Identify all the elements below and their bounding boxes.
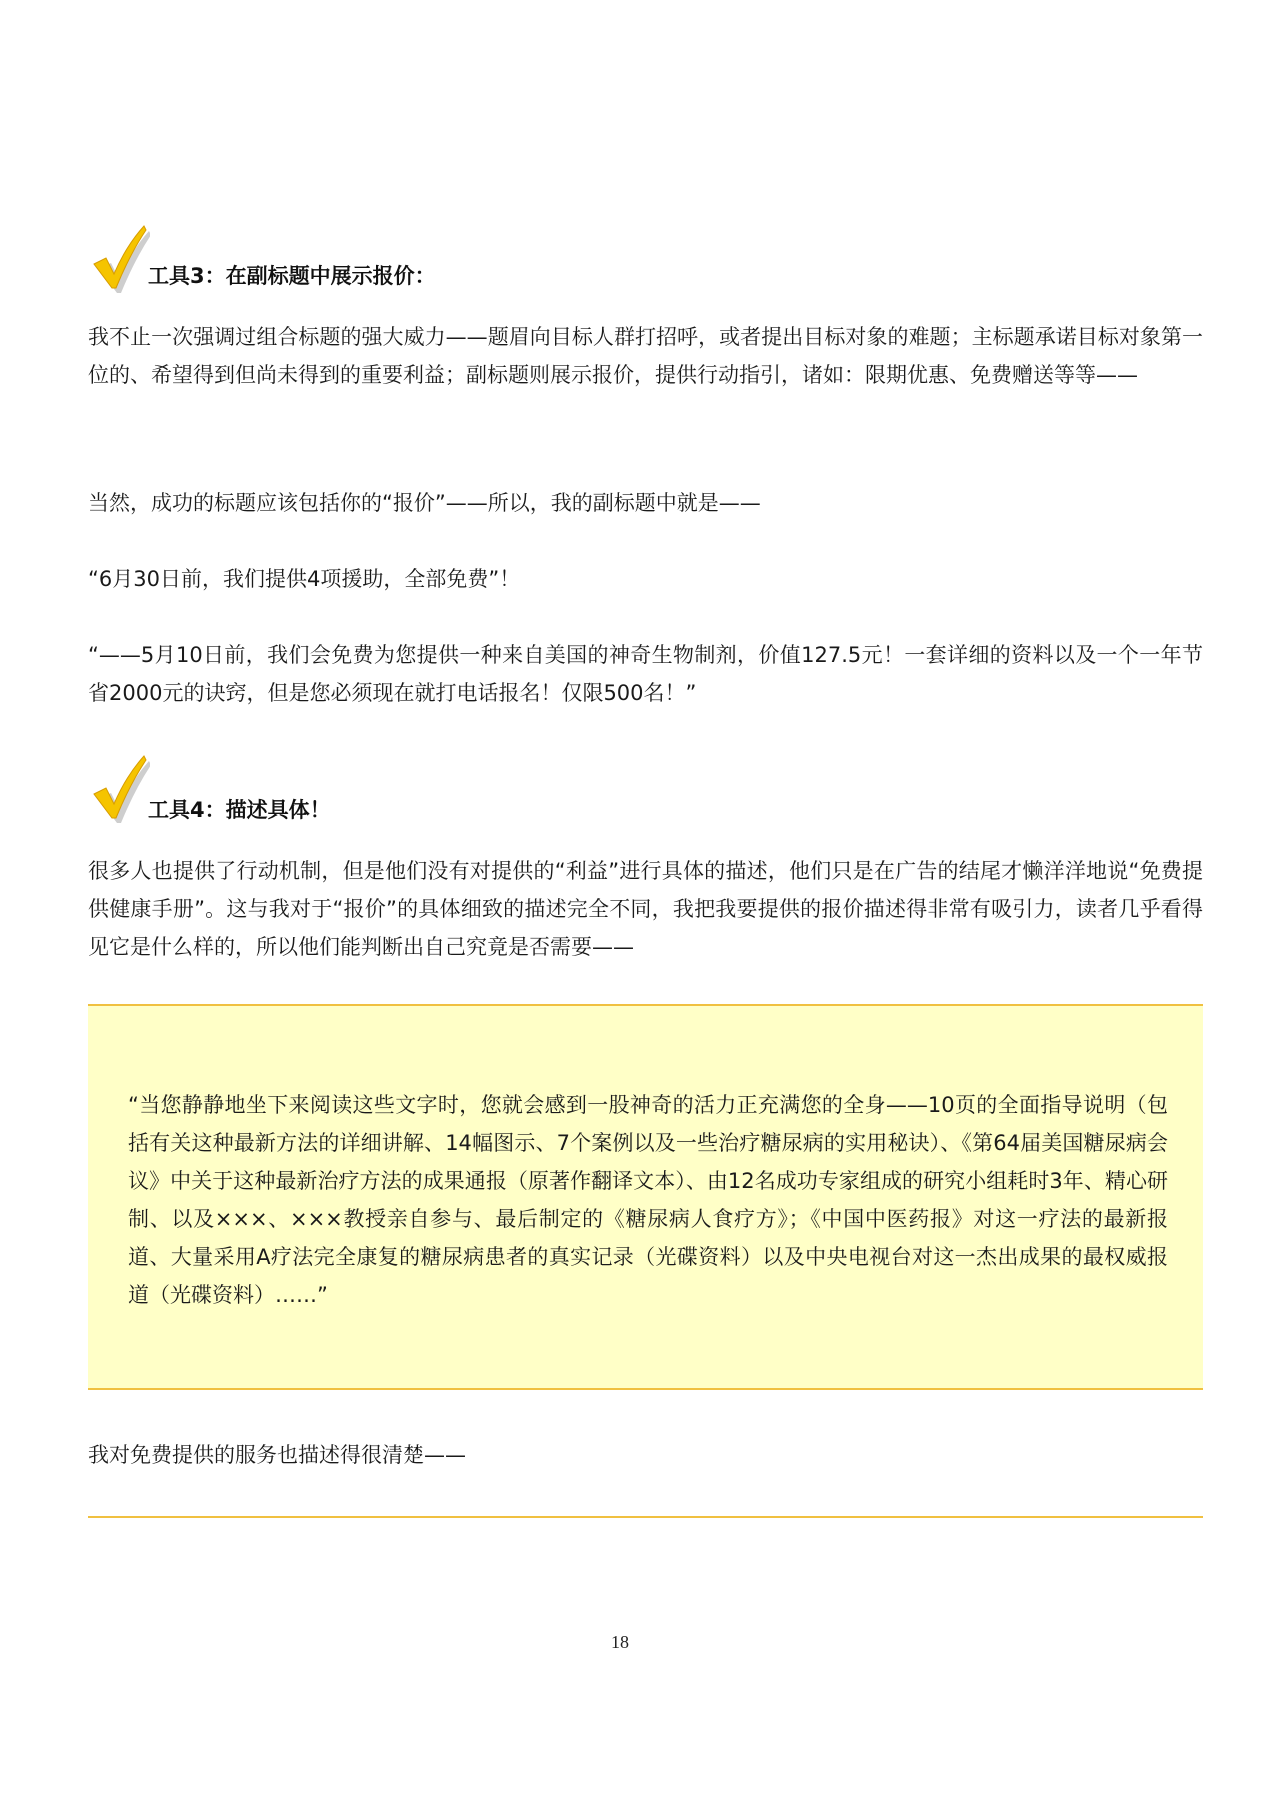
page-number: 18 xyxy=(611,1632,629,1652)
section-title: 工具4：描述具体！ xyxy=(148,798,331,822)
paragraph-4: “——5月10日前，我们会免费为您提供一种来自美国的神奇生物制剂，价值127.5元！一套详细的资料以及一个一年节省2000元的诀窍，但是您必须现在就打电话报名！仅限500名！” xyxy=(88,643,1203,705)
checkmark-icon xyxy=(88,222,150,294)
paragraph-1: 我不止一次强调过组合标题的强大威力——题眉向目标人群打招呼，或者提出目标对象的难题；主标题承诺目标对象第一位的、希望得到但尚未得到的重要利益；副标题则展示报价，提供行动指引，诸如：限期优惠、免费赠送等等—— xyxy=(88,325,1203,387)
section-heading-tool4 xyxy=(88,752,788,832)
checkmark-icon xyxy=(88,752,150,824)
paragraph-3: “6月30日前，我们提供4项援助，全部免费”！ xyxy=(88,567,521,591)
paragraph-5: 很多人也提供了行动机制，但是他们没有对提供的“利益”进行具体的描述，他们只是在广告的结尾才懒洋洋地说“免费提供健康手册”。这与我对于“报价”的具体细致的描述完全不同，我把我要提供的报价描述得非常有吸引力，读者几乎看得见它是什么样的，所以他们能判断出自己究竟是否需要—— xyxy=(88,859,1203,959)
quote-text: “当您静静地坐下来阅读这些文字时，您就会感到一股神奇的活力正充满您的全身——10页的全面指导说明（包括有关这种最新方法的详细讲解、14幅图示、7个案例以及一些治疗糖尿病的实用秘诀）、《第64届美国糖尿病会议》中关于这种最新治疗方法的成果通报（原著作翻译文本）、由12名成功专家组成的研究小组耗时3年、精心研制、以及×××、×××教授亲自参与、最后制定的《糖尿病人食疗方》；《中国中医药报》对这一疗法的最新报道、大量采用A疗法完全康复的糖尿病患者的真实记录（光碟资料）以及中央电视台对这一杰出成果的最权威报道（光碟资料）……” xyxy=(128,1093,1168,1307)
paragraph-6: 我对免费提供的服务也描述得很清楚—— xyxy=(88,1443,466,1467)
section-title: 工具3：在副标题中展示报价： xyxy=(148,264,436,288)
section-heading-tool3 xyxy=(88,222,788,302)
paragraph-2: 当然，成功的标题应该包括你的“报价”——所以，我的副标题中就是—— xyxy=(88,491,761,515)
divider-rule xyxy=(88,1516,1203,1518)
quote-box xyxy=(88,1004,1203,1390)
